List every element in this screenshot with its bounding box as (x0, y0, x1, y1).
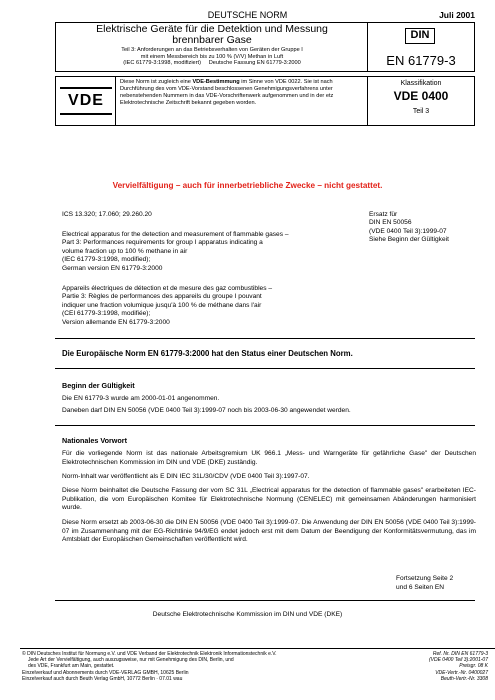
english-title-line: German version EN 61779-3:2000 (62, 264, 163, 272)
reference-line: Beuth-Vertr.-Nr. 3308 (440, 675, 488, 682)
document-subtitle-line-2: mit einem Messbereich bis zu 100 % (V/V) Methan in Luft (140, 53, 284, 60)
vde-statement-suffix: im Sinne von VDE 0022. Sie ist nach Durchführung des vom VDE-Vorstand beschlossenen Genehmigungsverfahrens unter nebenstehenden Nummern in das VDE-Vorschriftenwerk aufgenommen und in der etz Elektrotechnische Zeitschrift bekannt gegeben worden. (120, 79, 334, 106)
english-title (62, 231, 362, 273)
ics-codes: ICS 13.320; 17.060; 29.260.20 (62, 211, 152, 218)
french-title-line: Partie 3: Règles de performances des appareils du groupe I pouvant (62, 293, 262, 301)
section-rule (55, 425, 475, 426)
replacement-line: Siehe Beginn der Gültigkeit (369, 235, 449, 243)
vde-statement-prefix: Diese Norm ist zugleich eine (120, 79, 193, 85)
din-logo: DIN (405, 28, 435, 44)
reference-info (390, 651, 488, 682)
status-statement: Die Europäische Norm EN 61779-3:2000 hat den Status einer Deutschen Norm. (62, 349, 353, 358)
vde-divider (115, 76, 116, 126)
replacement-line: (VDE 0400 Teil 3):1999-07 (369, 227, 447, 235)
english-title-line: volume fraction up to 100 % methane in air (62, 247, 188, 255)
continuation-line: und 6 Seiten EN (396, 583, 445, 591)
copyright-line: Einzelverkauf und Abonnements durch VDE-VERLAG GMBH, 10625 Berlin (22, 669, 189, 676)
responsible-committee: Deutsche Elektrotechnische Kommission im DIN und VDE (DKE) (152, 611, 343, 618)
copyright-notice (22, 651, 382, 682)
document-subtitle-line-1: Teil 3: Anforderungen an das Betriebsverhalten von Geräten der Gruppe I (121, 47, 303, 53)
section-rule (55, 368, 475, 369)
section-rule (55, 338, 475, 339)
reference-line: (VDE 0400 Teil 3):2001-07 (428, 657, 488, 664)
section-rule (55, 600, 475, 601)
document-subtitle (60, 47, 364, 67)
vde-statement-bold: VDE-Bestimmung (192, 79, 240, 85)
validity-paragraph: Die EN 61779-3 wurde am 2000-01-01 angenommen. (62, 395, 220, 402)
continuation-note (396, 575, 486, 592)
reference-line: Preisgr. 08 K (459, 663, 488, 670)
reproduction-notice: Vervielfältigung – auch für innerbetriebliche Zwecke – nicht gestattet. (112, 181, 383, 190)
classification-label: Klassifikation (400, 80, 442, 87)
foreword-heading: Nationales Vorwort (62, 436, 127, 445)
copyright-line: des VDE, Frankfurt am Main, gestattet. (28, 663, 115, 670)
french-title-line: Version allemande EN 61779-3:2000 (62, 318, 170, 326)
issue-date: Juli 2001 (439, 10, 475, 20)
document-subtitle-line-3: (IEC 61779-3:1998, modifiziert) Deutsche Fassung EN 61779-3:2000 (123, 60, 301, 67)
french-title-line: Appareils électriques de détection et de mesure des gaz combustibles – (62, 285, 273, 292)
continuation-line: Fortsetzung Seite 2 (396, 575, 454, 582)
french-title (62, 285, 362, 327)
document-title (60, 24, 364, 46)
vde-logo: VDE (60, 87, 112, 115)
foreword-paragraph: Für die vorliegende Norm ist das nationale Arbeitsgremium UK 966.1 „Mess- und Warngeräte für gefährliche Gase" der Deutschen Elektrotechnischen Kommission im DIN und VDE (DKE) zuständig. (62, 450, 476, 466)
replacement-line: DIN EN 50056 (369, 219, 412, 227)
reference-line: VDE-Vertr.-Nr. 0400027 (435, 669, 488, 676)
french-title-line: indiquer une fraction volumique jusqu'à 100 % de méthane dans l'air (62, 301, 262, 309)
vde-statement (120, 79, 364, 107)
footer-rule (20, 648, 495, 649)
reference-line: Ref. Nr. DIN EN 61779-3 (432, 651, 488, 657)
english-title-line: Electrical apparatus for the detection and measurement of flammable gases – (62, 231, 289, 238)
english-title-line: Part 3: Performances requirements for group I apparatus indicating a (62, 239, 263, 247)
replacement-line: Ersatz für (369, 211, 398, 218)
standard-number: EN 61779-3 (386, 53, 456, 68)
validity-paragraph: Daneben darf DIN EN 50056 (VDE 0400 Teil 3):1999-07 noch bis 2003-06-30 angewendet werden. (62, 407, 351, 414)
validity-heading: Beginn der Gültigkeit (62, 381, 135, 390)
classification-part: Teil 3 (412, 108, 430, 115)
classification-number: VDE 0400 (393, 89, 449, 103)
document-title-line-2: brennbarer Gase (172, 34, 252, 46)
foreword-paragraph: Norm-Inhalt war veröffentlicht als E DIN IEC 31L/30/CDV (VDE 0400 Teil 3):1997-07. (62, 473, 310, 480)
standard-type-label: DEUTSCHE NORM (207, 10, 288, 20)
foreword-paragraph: Diese Norm ersetzt ab 2003-06-30 die DIN EN 50056 (VDE 0400 Teil 3):1999-07. Die Anwendung der DIN EN 50056 (VDE 0400 Teil 3):1999-07 im Zusammenhang mit der EG-Richtlinie 94/9/EG endet jedoch erst mit dem Datum der Beendigung der Konformitätsvermutung, das im Amtsblatt der Europäischen Gemeinschaften veröffentlicht wird. (62, 519, 476, 544)
copyright-line: © DIN Deutsches Institut für Normung e.V. und VDE Verband der Elektrotechnik Elektronik Informationstechnik e.V. (22, 651, 277, 657)
english-title-line: (IEC 61779-3:1998, modified); (62, 256, 151, 264)
french-title-line: (CEI 61779-3:1998, modifiée); (62, 310, 151, 318)
copyright-line: Jede Art der Vervielfältigung, auch auszugsweise, nur mit Genehmigung des DIN, Berlin, und (28, 657, 234, 664)
copyright-line: Einzelverkauf auch durch Beuth Verlag GmbH, 10772 Berlin · 07.01 wau (22, 675, 183, 682)
foreword-paragraph: Diese Norm beinhaltet die Deutsche Fassung der vom SC 31L „Electrical apparatus for the detection of flammable gases" erarbeiteten IEC-Publikation, die vom Europäischen Komitee für Elektrotechnische Normung (CENELEC) mit gemeinsamen Abänderungen harmonisiert wurde. (62, 487, 476, 512)
document-title-line-1: Elektrische Geräte für die Detektion und Messung (96, 23, 328, 35)
replacement-info (369, 211, 489, 244)
